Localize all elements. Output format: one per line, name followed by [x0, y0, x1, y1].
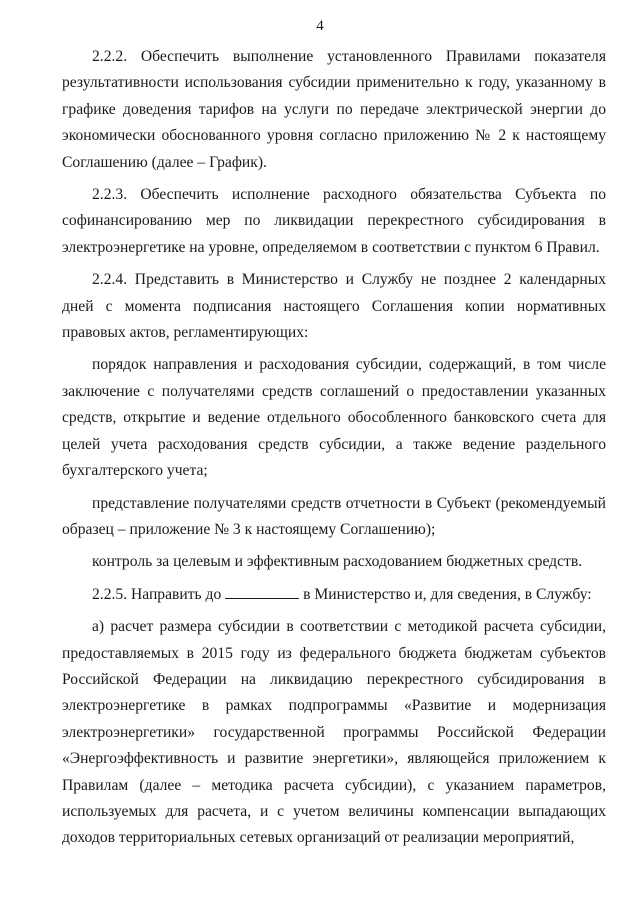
document-body — [62, 44, 606, 852]
paragraph-2-2-5-a: а) расчет размера субсидии в соответствии с методикой расчета субсидии, предоставляемых в 2015 году из федерального бюджета бюджетам субъектов Российской Федерации на ликвидацию перекрестного субсидирования в электроэнергетике в рамках подпрограммы «Развитие и модернизация электроэнергетики» государственной программы Российской Федерации «Энергоэффективность и развитие энергетики», являющейся приложением к Правилам (далее – методика расчета субсидии), с указанием параметров, используемых для расчета, и с учетом величины компенсации выпадающих доходов территориальных сетевых организаций от реализации мероприятий, — [62, 618, 606, 847]
paragraph-2-2-4-control: контроль за целевым и эффективным расходованием бюджетных средств. — [92, 553, 583, 571]
page-number: 4 — [316, 18, 324, 34]
paragraph-2-2-3: 2.2.3. Обеспечить исполнение расходного обязательства Субъекта по софинансированию мер по ликвидации перекрестного субсидирования в электроэнергетике на уровне, определяемом в соответствии с пунктом 6 Правил. — [62, 186, 606, 256]
paragraph-2-2-5-prefix: 2.2.5. Направить до — [92, 585, 222, 603]
paragraph-2-2-2: 2.2.2. Обеспечить выполнение установленного Правилами показателя результативности использования субсидии применительно к году, указанному в графике доведения тарифов на услуги по передаче электрической энергии до экономически обоснованного уровня согласно приложению № 2 к настоящему Соглашению (далее – График). — [62, 48, 606, 171]
paragraph-2-2-4: 2.2.4. Представить в Министерство и Службу не позднее 2 календарных дней с момента подписания настоящего Соглашения копии нормативных правовых актов, регламентирующих: — [62, 271, 606, 342]
date-blank-field — [225, 584, 299, 599]
paragraph-2-2-4-reporting: представление получателями средств отчетности в Субъект (рекомендуемый образец – приложение № 3 к настоящему Соглашению); — [62, 494, 606, 538]
paragraph-2-2-4-order: порядок направления и расходования субсидии, содержащий, в том числе заключение с получателями средств соглашений о предоставлении указанных средств, открытие и ведение отдельного обособленного банковского счета для целей учета расходования средств субсидии, а также ведение раздельного бухгалтерского учета; — [62, 356, 606, 480]
paragraph-2-2-5-suffix: в Министерство и, для сведения, в Службу: — [303, 585, 592, 603]
paragraph-2-2-5 — [62, 582, 606, 608]
